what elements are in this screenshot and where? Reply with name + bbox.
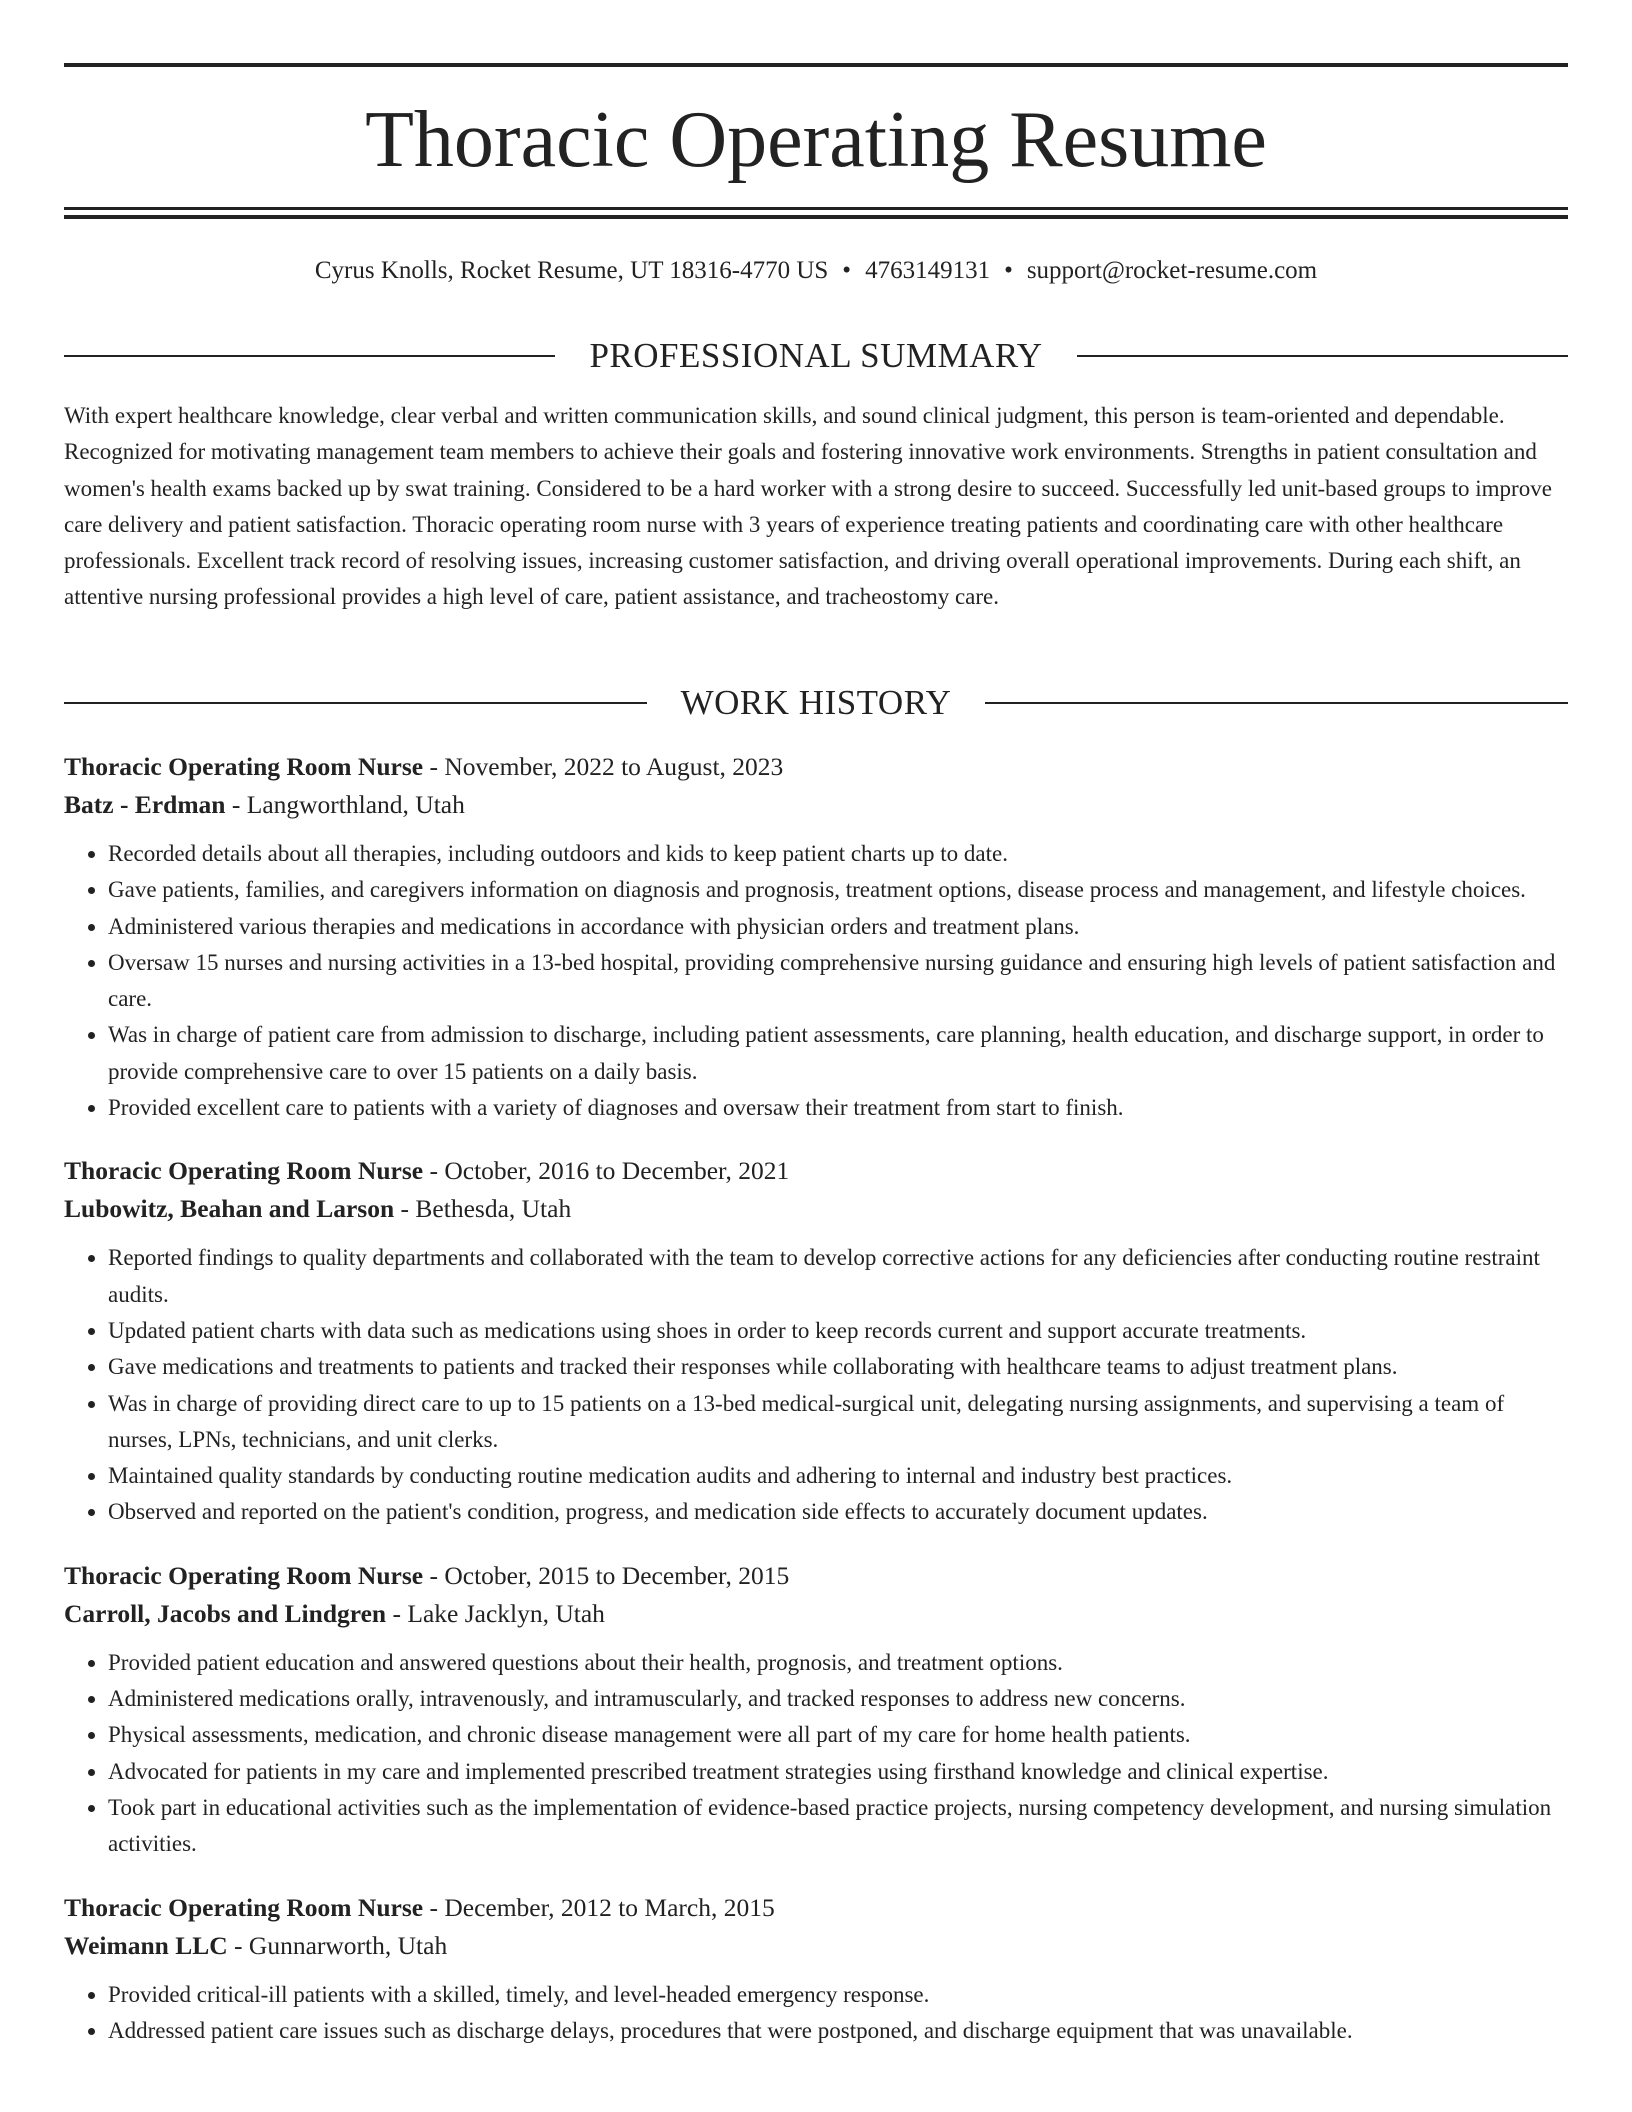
- job-bullet: • Recorded details about all therapies, including outdoors and kids to keep patient charts up to date.: [108, 836, 1568, 872]
- dash: -: [423, 1560, 445, 1590]
- job-company-line: [64, 1927, 1568, 1965]
- heading-rule-right: [985, 702, 1568, 704]
- job-bullet: • Provided excellent care to patients with a variety of diagnoses and oversaw their treatment from start to finish.: [108, 1090, 1568, 1126]
- top-rule: [64, 63, 1568, 67]
- job-bullet: • Provided critical-ill patients with a skilled, timely, and level-headed emergency response.: [108, 1977, 1568, 2013]
- dash: -: [394, 1194, 416, 1224]
- job-company: Batz - Erdman: [64, 790, 226, 819]
- job-title: Thoracic Operating Room Nurse: [64, 752, 424, 781]
- job-company-line: [64, 1595, 1568, 1633]
- job-bullet: • Reported findings to quality departments and collaborated with the team to develop corrective actions for any deficiencies after conducting routine restraint audits.: [108, 1240, 1568, 1313]
- heading-rule-left: [64, 355, 555, 357]
- job-bullet: • Was in charge of providing direct care to up to 15 patients on a 13-bed medical-surgical unit, delegating nursing assignments, and supervising a team of nurses, LPNs, technicians, and unit clerks.: [108, 1386, 1568, 1459]
- job-bullet: • Advocated for patients in my care and implemented prescribed treatment strategies using firsthand knowledge and clinical expertise.: [108, 1754, 1568, 1790]
- job-bullets: [64, 1645, 1568, 1863]
- job-location: Bethesda, Utah: [415, 1194, 572, 1224]
- summary-heading: [64, 336, 1568, 376]
- job-company: Lubowitz, Beahan and Larson: [64, 1194, 395, 1224]
- contact-line: [0, 254, 1632, 288]
- heading-rule-right: [1077, 355, 1568, 357]
- job-location: Langworthland, Utah: [246, 790, 465, 819]
- job-bullet: • Updated patient charts with data such as medications using shoes in order to keep records current and support accurate treatments.: [108, 1313, 1568, 1349]
- job-location: Gunnarworth, Utah: [248, 1930, 448, 1960]
- job-bullet: • Oversaw 15 nurses and nursing activities in a 13-bed hospital, providing comprehensive nursing guidance and ensuring high levels of patient satisfaction and care.: [108, 945, 1568, 1018]
- work-history-heading: [64, 683, 1568, 723]
- job-title-line: [64, 1889, 1568, 1927]
- dash: -: [423, 1892, 445, 1922]
- job-bullet: • Administered various therapies and medications in accordance with physician orders and treatment plans.: [108, 909, 1568, 945]
- job-dates: December, 2012 to March, 2015: [444, 1892, 775, 1922]
- job-entry: [64, 748, 1568, 1126]
- job-dates: October, 2016 to December, 2021: [444, 1156, 790, 1186]
- contact-address: Cyrus Knolls, Rocket Resume, UT 18316-4770 US: [314, 257, 829, 284]
- job-title-line: [64, 1557, 1568, 1595]
- contact-separator: •: [842, 257, 852, 284]
- job-title: Thoracic Operating Room Nurse: [64, 1892, 424, 1922]
- job-bullets: [64, 1240, 1568, 1530]
- job-bullet: • Gave patients, families, and caregivers information on diagnosis and prognosis, treatment options, disease process and management, and lifestyle choices.: [108, 872, 1568, 908]
- job-bullet: • Maintained quality standards by conducting routine medication audits and adhering to internal and industry best practices.: [108, 1458, 1568, 1494]
- job-entry: [64, 1889, 1568, 2050]
- dash: -: [423, 752, 445, 781]
- dash: -: [227, 1930, 249, 1960]
- job-bullet: • Took part in educational activities such as the implementation of evidence-based practice projects, nursing competency development, and nursing simulation activities.: [108, 1790, 1568, 1863]
- contact-email: support@rocket-resume.com: [1026, 257, 1318, 284]
- job-entry: [64, 1152, 1568, 1530]
- job-title: Thoracic Operating Room Nurse: [64, 1156, 424, 1186]
- job-bullets: [64, 1977, 1568, 2050]
- job-dates: November, 2022 to August, 2023: [444, 752, 784, 781]
- job-bullet: • Gave medications and treatments to patients and tracked their responses while collaborating with healthcare teams to adjust treatment plans.: [108, 1349, 1568, 1385]
- job-bullet: • Physical assessments, medication, and chronic disease management were all part of my care for home health patients.: [108, 1717, 1568, 1753]
- job-title: Thoracic Operating Room Nurse: [64, 1560, 424, 1590]
- job-title-line: [64, 748, 1568, 786]
- title-underline-thick: [64, 215, 1568, 219]
- dash: -: [386, 1598, 408, 1628]
- title-underline-thin: [64, 207, 1568, 210]
- job-bullet: • Was in charge of patient care from admission to discharge, including patient assessments, care planning, health education, and discharge support, in order to provide comprehensive care to over 15 patients on a daily basis.: [108, 1017, 1568, 1090]
- job-company-line: [64, 786, 1568, 824]
- contact-phone: 4763149131: [865, 257, 991, 284]
- job-entry: [64, 1557, 1568, 1863]
- job-title-line: [64, 1152, 1568, 1190]
- summary-text: With expert healthcare knowledge, clear verbal and written communication skills, and sound clinical judgment, this person is team-oriented and dependable. Recognized for motivating management team members to achieve their goals and fostering innovative work environments. Strengths in patient consultation and women's health exams backed up by swat training. Considered to be a hard worker with a strong desire to succeed. Successfully led unit-based groups to improve care delivery and patient satisfaction. Thoracic operating room nurse with 3 years of experience treating patients and coordinating care with other healthcare professionals. Excellent track record of resolving issues, increasing customer satisfaction, and driving overall operational improvements. During each shift, an attentive nursing professional provides a high level of care, patient assistance, and tracheostomy care.: [64, 403, 1552, 610]
- job-bullets: [64, 836, 1568, 1126]
- job-bullet: • Addressed patient care issues such as discharge delays, procedures that were postponed, and discharge equipment that was unavailable.: [108, 2013, 1568, 2049]
- job-location: Lake Jacklyn, Utah: [407, 1598, 605, 1628]
- contact-separator: •: [1004, 257, 1013, 284]
- work-history-heading-label: WORK HISTORY: [680, 683, 952, 722]
- job-bullet: • Provided patient education and answered questions about their health, prognosis, and treatment options.: [108, 1645, 1568, 1681]
- job-company-line: [64, 1190, 1568, 1228]
- job-bullet: • Observed and reported on the patient's condition, progress, and medication side effects to accurately document updates.: [108, 1494, 1568, 1530]
- job-bullet: • Administered medications orally, intravenously, and intramuscularly, and tracked responses to address new concerns.: [108, 1681, 1568, 1717]
- dash: -: [225, 790, 247, 819]
- job-company: Weimann LLC: [64, 1930, 228, 1960]
- job-company: Carroll, Jacobs and Lindgren: [64, 1598, 387, 1628]
- heading-rule-left: [64, 702, 647, 704]
- job-list: [64, 748, 1568, 2075]
- page-title: Thoracic Operating Resume: [365, 96, 1267, 184]
- summary-heading-label: PROFESSIONAL SUMMARY: [589, 336, 1043, 375]
- dash: -: [423, 1156, 445, 1186]
- job-dates: October, 2015 to December, 2015: [444, 1560, 790, 1590]
